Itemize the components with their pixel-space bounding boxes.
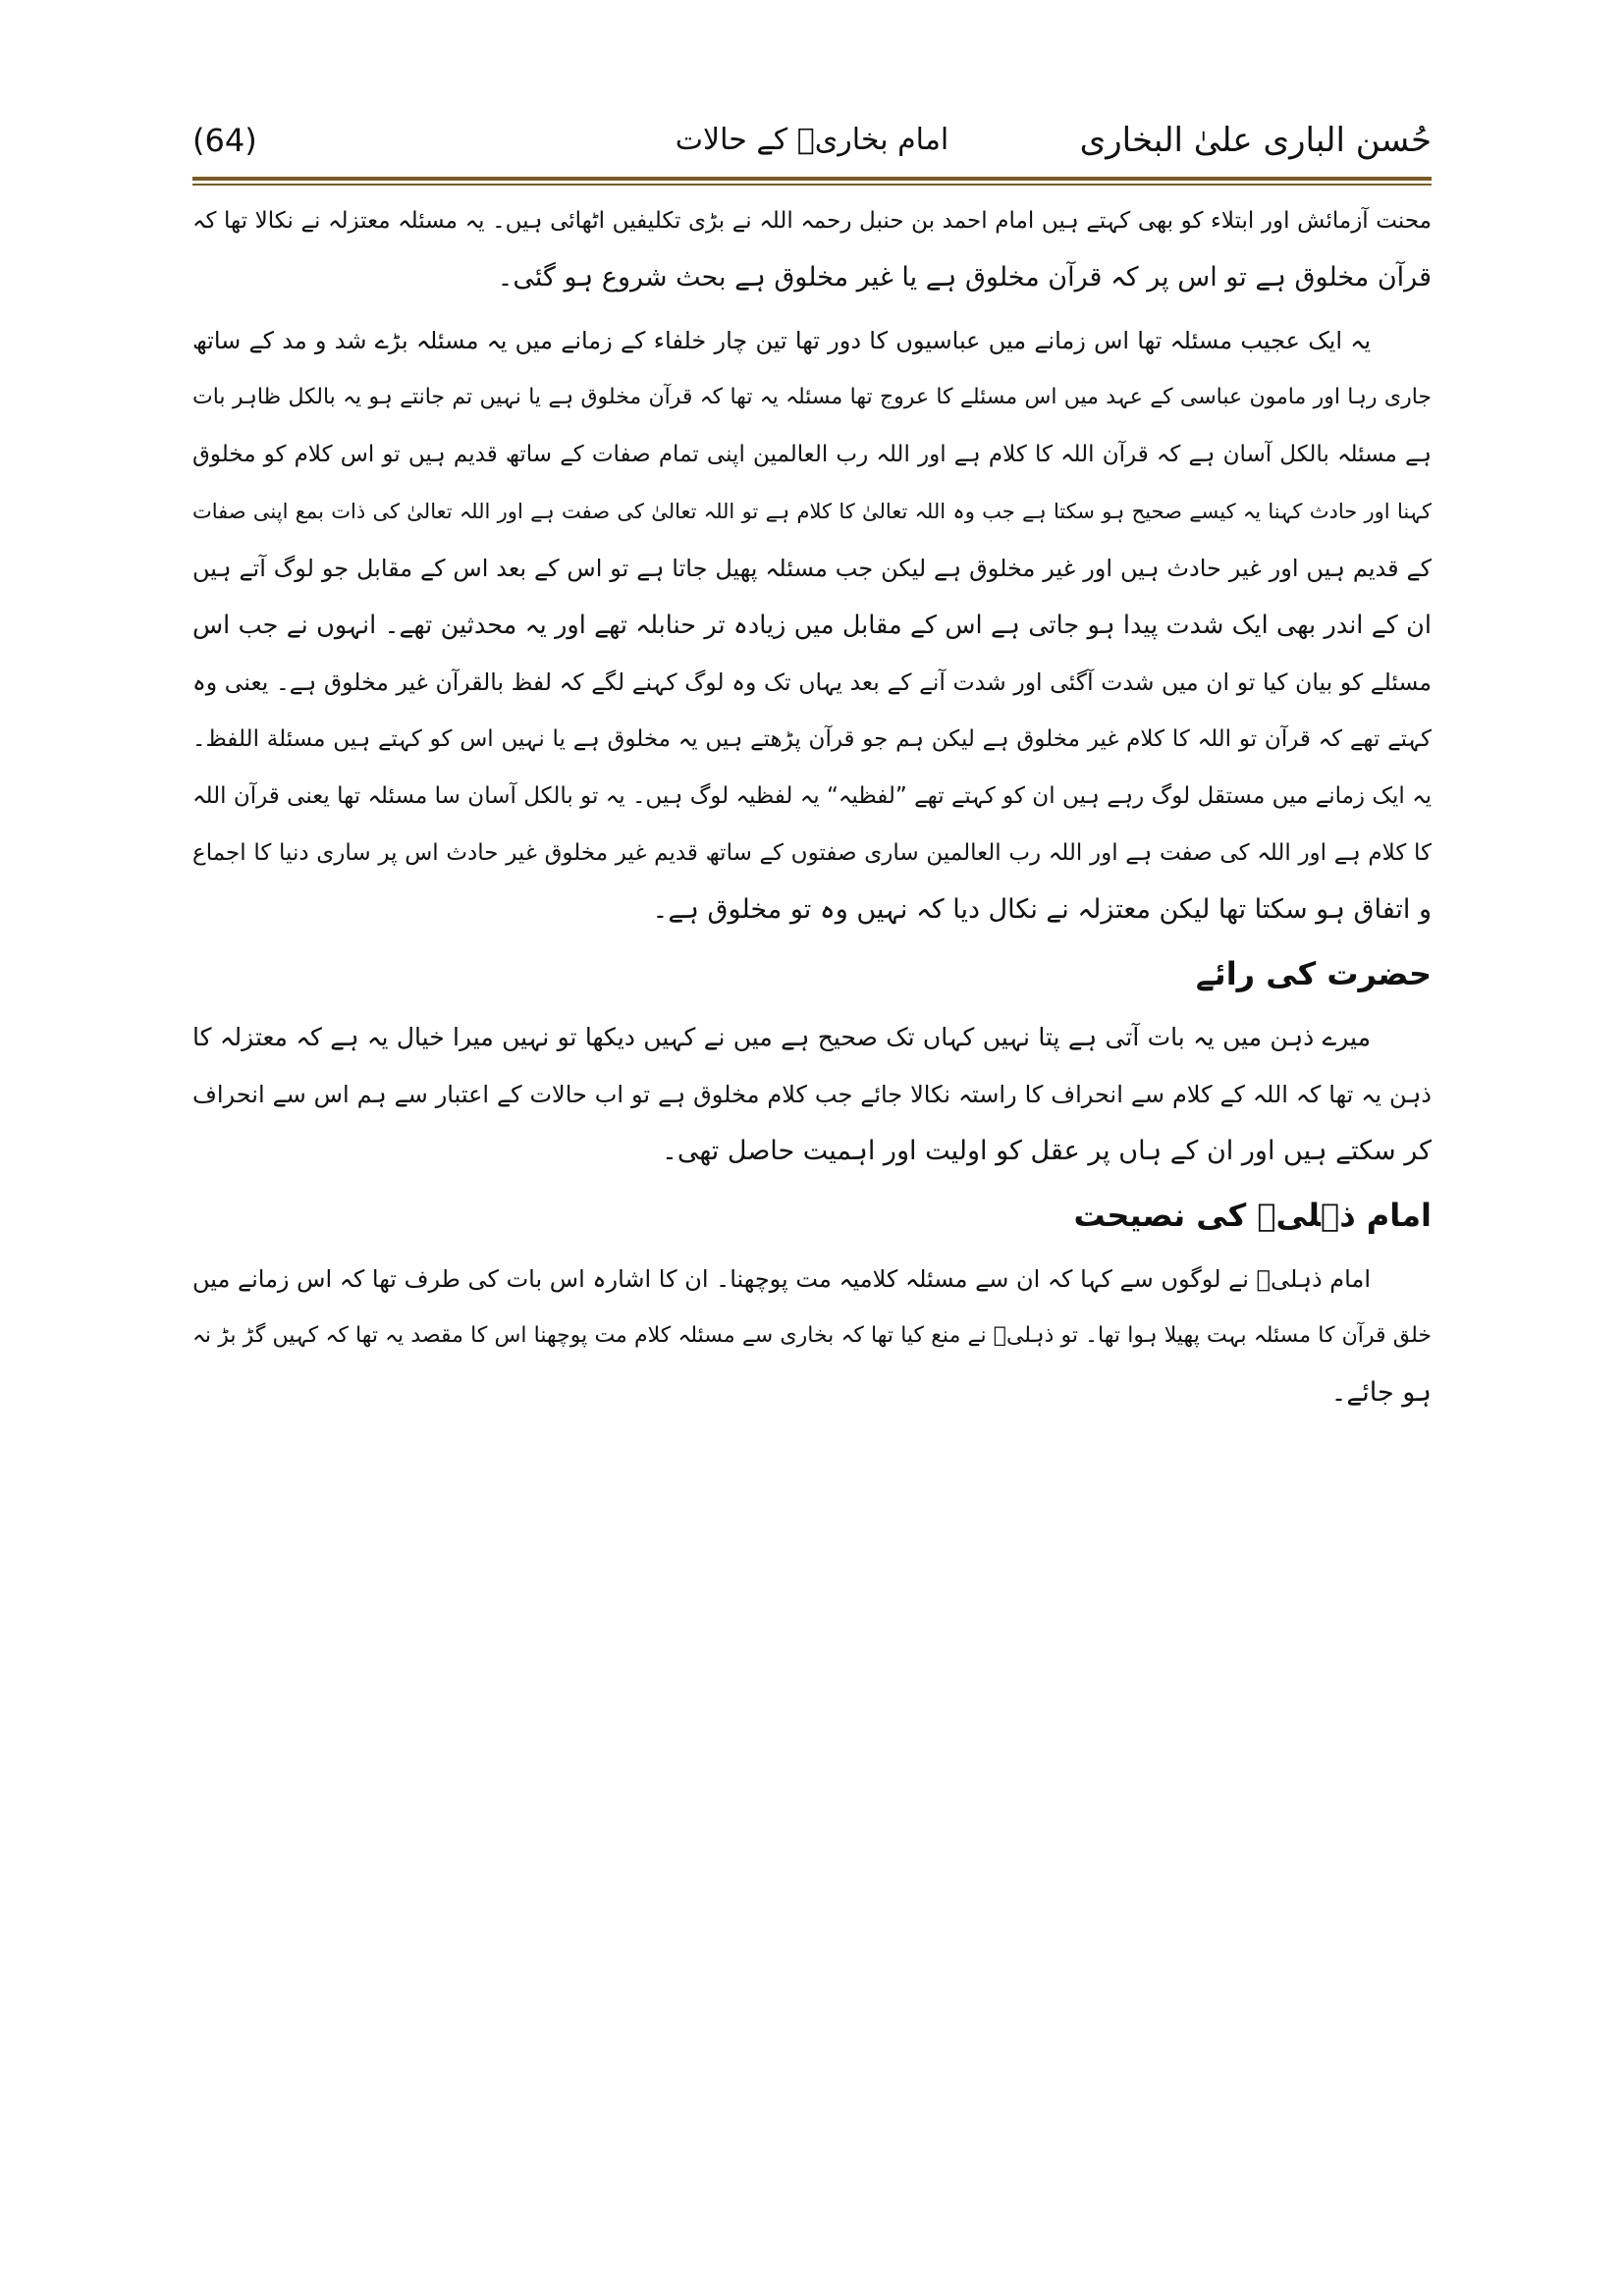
text-line: کہتے تھے کہ قرآن تو اللہ کا کلام غیر مخلوق ہے لیکن ہم جو قرآن پڑھتے ہیں یہ مخلوق ہے یا نہیں اس کو کہتے ہیں مسئلة اللفظ۔ — [192, 726, 1432, 752]
text-line: خلق قرآن کا مسئلہ بہت پھیلا ہوا تھا۔ تو ذہلیؒ نے منع کیا تھا کہ بخاری سے مسئلہ کلام مت پوچھنا اس کا مقصد یہ تھا کہ کہیں گڑ بڑ نہ — [192, 1323, 1432, 1348]
section-heading: امام ذہلیؒ کی نصیحت — [1073, 1197, 1432, 1234]
section-heading: حضرت کی رائے — [1195, 955, 1432, 992]
text-line: جاری رہا اور مامون عباسی کے عہد میں اس مسئلے کا عروج تھا مسئلہ یہ تھا کہ قرآن مخلوق ہے یا نہیں تم جانتے ہو یہ بالکل ظاہر بات — [192, 385, 1432, 409]
paragraph — [192, 1009, 1432, 1180]
text-line: یہ ایک زمانے میں مستقل لوگ رہے ہیں ان کو کہتے تھے ”لفظیہ“ یہ لفظیہ لوگ ہیں۔ یہ تو بالکل آسان سا مسئلہ تھا یعنی قرآن اللہ — [192, 783, 1432, 809]
body-text — [192, 192, 1432, 1421]
text-line: کے قدیم ہیں اور غیر حادث ہیں اور غیر مخلوق ہے لیکن جب مسئلہ پھیل جاتا ہے تو اس کے بعد اس کے مقابل جو لوگ آتے ہیں — [192, 555, 1432, 582]
text-line: ان کے اندر بھی ایک شدت پیدا ہو جاتی ہے اس کے مقابل میں زیادہ تر حنابلہ تھے اور یہ محدثین تھے۔ انہوں نے جب اس — [192, 611, 1432, 640]
text-line: کا کلام ہے اور اللہ کی صفت ہے اور اللہ رب العالمین ساری صفتوں کے ساتھ قدیم غیر مخلوق غیر حادث اس پر ساری دنیا کا اجماع — [192, 840, 1432, 866]
text-line: ذہن یہ تھا کہ اللہ کے کلام سے انحراف کا راستہ نکالا جائے جب کلام مخلوق ہے تو اب حالات کے اعتبار سے ہم اس سے انحراف — [192, 1081, 1432, 1108]
text-line: مسئلے کو بیان کیا تو ان میں شدت آگئی اور شدت آنے کے بعد یہاں تک وہ لوگ کہنے لگے کہ لفظ بالقرآن غیر مخلوق ہے۔ یعنی وہ — [192, 668, 1432, 696]
paragraph — [192, 1251, 1432, 1421]
text-line: امام ذہلیؒ نے لوگوں سے کہا کہ ان سے مسئلہ کلامیہ مت پوچھنا۔ ان کا اشارہ اس بات کی طرف تھا کہ اس زمانے میں — [192, 1265, 1371, 1293]
text-line: میرے ذہن میں یہ بات آتی ہے پتا نہیں کہاں تک صحیح ہے میں نے کہیں دیکھا تو نہیں میرا خیال یہ ہے کہ معتزلہ کا — [192, 1023, 1371, 1051]
text-line: و اتفاق ہو سکتا تھا لیکن معتزلہ نے نکال دیا کہ نہیں وہ تو مخلوق ہے۔ — [652, 894, 1432, 925]
book-title: حُسن الباری علیٰ البخاری — [1079, 121, 1432, 160]
header-rule-thin — [192, 184, 1432, 186]
chapter-title: امام بخاریؒ کے حالات — [675, 123, 949, 157]
text-line: قرآن مخلوق ہے تو اس پر کہ قرآن مخلوق ہے یا غیر مخلوق ہے بحث شروع ہو گئی۔ — [497, 262, 1432, 293]
running-header — [192, 116, 1432, 175]
text-line: یہ ایک عجیب مسئلہ تھا اس زمانے میں عباسیوں کا دور تھا تین چار خلفاء کے زمانے میں یہ مسئلہ بڑے شد و مد کے ساتھ — [192, 327, 1371, 354]
text-line: کر سکتے ہیں اور ان کے ہاں پر عقل کو اولیت اور اہمیت حاصل تھی۔ — [662, 1136, 1432, 1166]
text-line: ہو جائے۔ — [1330, 1377, 1432, 1408]
paragraph — [192, 192, 1432, 306]
text-line: محنت آزمائش اور ابتلاء کو بھی کہتے ہیں امام احمد بن حنبل رحمہ اللہ نے بڑی تکلیفیں اٹھائی ہیں۔ یہ مسئلہ معتزلہ نے نکالا تھا کہ — [192, 208, 1432, 234]
header-rule-thick — [192, 177, 1432, 181]
page-number: (64) — [192, 122, 257, 159]
text-line: ہے مسئلہ بالکل آسان ہے کہ قرآن اللہ کا کلام ہے اور اللہ رب العالمین اپنی تمام صفات کے ساتھ قدیم ہیں تو اس کلام کو مخلوق — [192, 442, 1432, 467]
paragraph — [192, 312, 1432, 938]
text-line: کہنا اور حادث کہنا یہ کیسے صحیح ہو سکتا ہے جب وہ اللہ تعالیٰ کا کلام ہے تو اللہ تعالیٰ کی صفت ہے اور اللہ تعالیٰ کی ذات بمع اپنی صفات — [192, 500, 1432, 523]
